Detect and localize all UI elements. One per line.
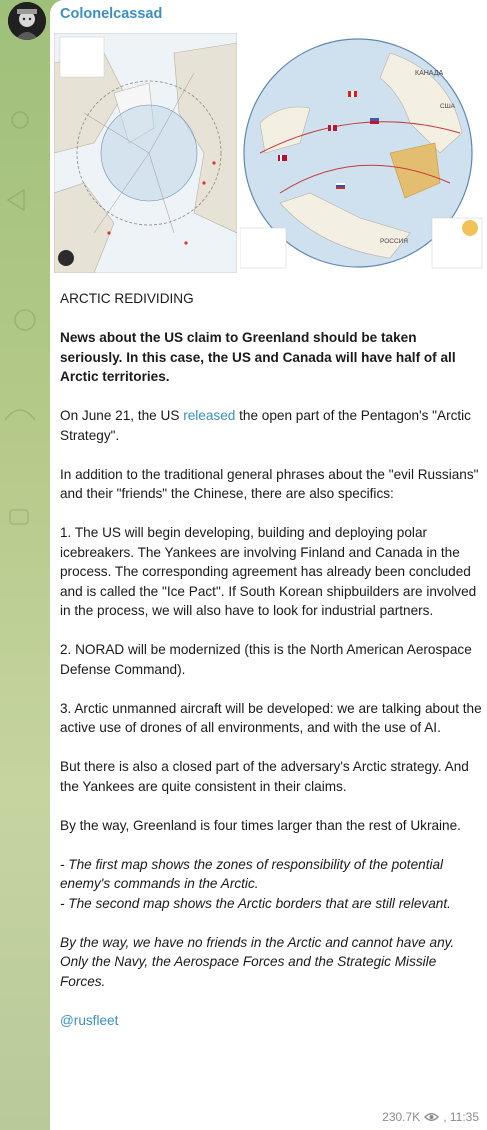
text-fragment: On June 21, the US — [60, 408, 184, 423]
map-note-1: - The first map shows the zones of responsibility of the potential enemy's commands in the Arctic. — [60, 856, 444, 891]
message-time: , 11:35 — [443, 1110, 479, 1124]
released-link[interactable]: released — [183, 408, 236, 423]
post-closing: By the way, we have no friends in the Arctic and cannot have any. Only the Navy, the Aerospace Forces and the Strategic Missile Forces. — [60, 934, 455, 989]
arctic-commands-map[interactable] — [54, 33, 237, 273]
map-label-canada: КАНАДА — [415, 70, 444, 77]
eye-icon — [424, 1112, 439, 1122]
post-title: ARCTIC REDIVIDING — [60, 291, 194, 306]
views-count: 230.7K — [382, 1110, 421, 1124]
author-name[interactable]: Colonelcassad — [60, 6, 163, 22]
map-note-2: - The second map shows the Arctic borders that are still relevant. — [60, 895, 451, 911]
list-item-1: 1. The US will begin developing, building and deploying polar icebreakers. The Yankees are involving Finland and Canada in the process. The corresponding agreement has already been concluded and is called the "Ice Pact". If South Korean shipbuilders are involved in the process, we will also have to look for industrial partners. — [60, 525, 477, 618]
text-fragment: the open part of the Pentagon's "Arctic Strategy". — [60, 408, 471, 443]
post-paragraph-2: In addition to the traditional general phrases about the "evil Russians" and their "friends" the Chinese, there are also specifics: — [60, 466, 479, 501]
post-paragraph-4: By the way, Greenland is four times larger than the rest of Ukraine. — [60, 817, 461, 833]
signature-link[interactable]: @rusfleet — [60, 1012, 119, 1028]
map-label-russia: РОССИЯ — [380, 238, 409, 245]
list-item-2: 2. NORAD will be modernized (this is the North American Aerospace Defense Command). — [60, 642, 472, 677]
avatar-image — [8, 2, 46, 40]
media-album[interactable] — [54, 33, 484, 273]
map-label-usa: США — [440, 103, 455, 110]
message-meta — [382, 1110, 479, 1124]
arctic-borders-map[interactable] — [240, 33, 484, 273]
list-item-3: 3. Arctic unmanned aircraft will be developed: we are talking about the active use of drones of all environments, and with the use of AI. — [60, 700, 482, 735]
post-paragraph-3: But there is also a closed part of the adversary's Arctic strategy. And the Yankees are quite consistent in their claims. — [60, 759, 469, 794]
post-paragraph-1 — [60, 406, 482, 445]
post-lead: News about the US claim to Greenland should be taken seriously. In this case, the US and Canada will have half of all Arctic territories. — [60, 330, 456, 384]
message-bubble — [50, 0, 487, 1130]
channel-avatar[interactable] — [8, 2, 46, 40]
message-text — [60, 289, 482, 1030]
